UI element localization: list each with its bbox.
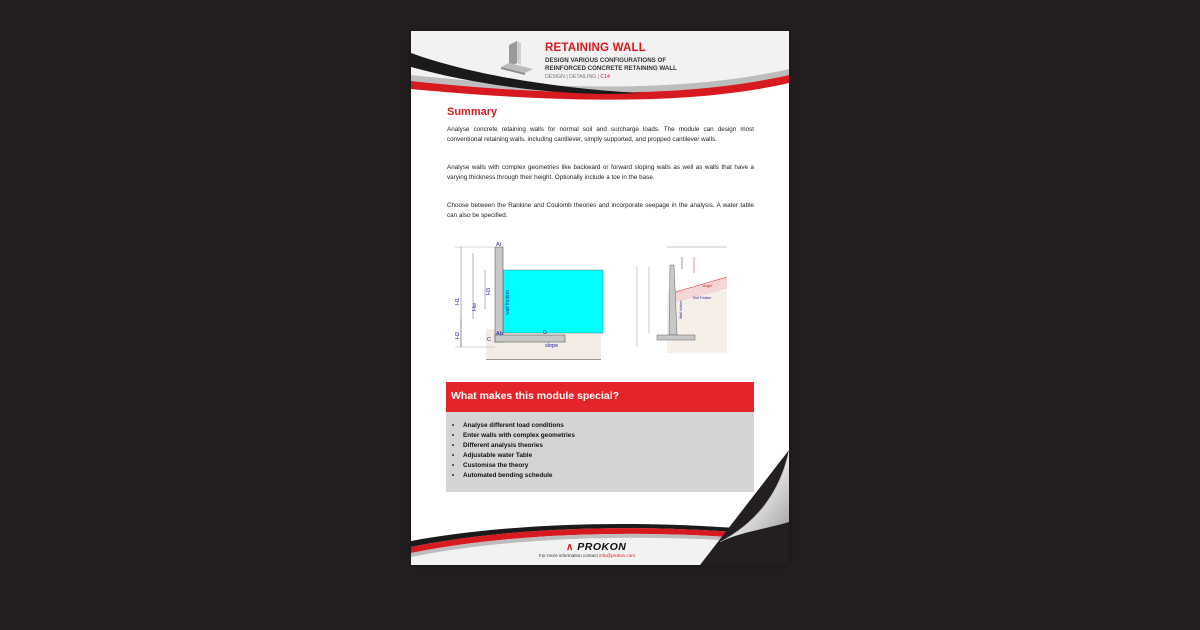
list-item: • Different analysis theories bbox=[452, 442, 543, 450]
summary-paragraph-2: Analyse walls with complex geometries like backward or forward sloping walls as well as walls that have a varying thickness through their height. Optionally include a toe in the base. bbox=[447, 164, 754, 181]
category-text: DESIGN | DETAILING | bbox=[545, 74, 601, 80]
list-item: • Customise the theory bbox=[452, 462, 529, 470]
label-at: At bbox=[496, 242, 502, 248]
feature-label: Enter walls with complex geometries bbox=[463, 432, 575, 440]
label-h1: H1 bbox=[455, 297, 461, 305]
contact-prefix: For more information contact bbox=[539, 553, 599, 558]
label-c: C bbox=[487, 337, 491, 343]
category-code: C14 bbox=[600, 74, 610, 80]
water-area bbox=[503, 270, 603, 333]
prokon-mark-icon: ∧ bbox=[566, 542, 574, 553]
list-item: • Analyse different load conditions bbox=[452, 422, 564, 429]
label-slope: slope bbox=[545, 343, 559, 349]
feature-label: Automated bending schedule bbox=[463, 472, 553, 480]
subtitle-line-2: REINFORCED CONCRETE RETAINING WALL bbox=[545, 65, 677, 72]
list-item: • Adjustable water Table bbox=[452, 452, 533, 460]
label-hw: Hw bbox=[472, 303, 478, 311]
special-heading: What makes this module special? bbox=[446, 382, 754, 412]
wall-base bbox=[495, 335, 565, 342]
wall-stem bbox=[495, 247, 503, 342]
summary-paragraph-3: Choose between the Rankine and Coulomb theories and incorporate seepage in the analysis. A water table can also be specified. bbox=[447, 202, 754, 219]
brand-name: PROKON bbox=[577, 541, 627, 553]
sloped-wall-diagram bbox=[617, 243, 737, 355]
label-h3: H3 bbox=[486, 287, 492, 295]
contact-line bbox=[539, 553, 635, 558]
prokon-logo bbox=[566, 541, 626, 553]
label-h2: H2 bbox=[455, 331, 461, 339]
document-title: RETAINING WALL bbox=[545, 42, 646, 54]
label-angle: Angle bbox=[703, 284, 712, 288]
feature-label: Analyse different load conditions bbox=[463, 422, 564, 429]
label-wall-friction: wall friction bbox=[505, 290, 511, 315]
summary-paragraph-1: Analyse concrete retaining walls for normal soil and surcharge loads. The module can design most conventional retaining walls, including cantilever, simply supported, and propped cantilever walls. bbox=[447, 126, 754, 143]
page-curl-icon bbox=[700, 450, 795, 566]
subtitle-line-1: DESIGN VARIOUS CONFIGURATIONS OF bbox=[545, 57, 667, 64]
list-item: • Automated bending schedule bbox=[452, 472, 553, 480]
feature-label: Customise the theory bbox=[463, 462, 529, 470]
sloped-wall-base bbox=[657, 335, 695, 340]
wall-section-diagram bbox=[447, 237, 607, 362]
list-item: • Enter walls with complex geometries bbox=[452, 432, 575, 440]
label-d: D bbox=[543, 330, 547, 336]
label-wall-friction-right: Wall friction bbox=[679, 300, 683, 319]
retaining-wall-3d-icon bbox=[499, 41, 539, 75]
document-subtitle bbox=[545, 57, 745, 73]
summary-heading: Summary bbox=[447, 106, 498, 118]
feature-label: Different analysis theories bbox=[463, 442, 543, 450]
contact-email-link[interactable]: info@prokon.com bbox=[599, 553, 636, 558]
label-soil-friction: Soil Friction bbox=[693, 296, 712, 300]
category-line bbox=[545, 74, 610, 80]
feature-label: Adjustable water Table bbox=[463, 452, 533, 460]
label-ab: Ab bbox=[496, 331, 503, 337]
